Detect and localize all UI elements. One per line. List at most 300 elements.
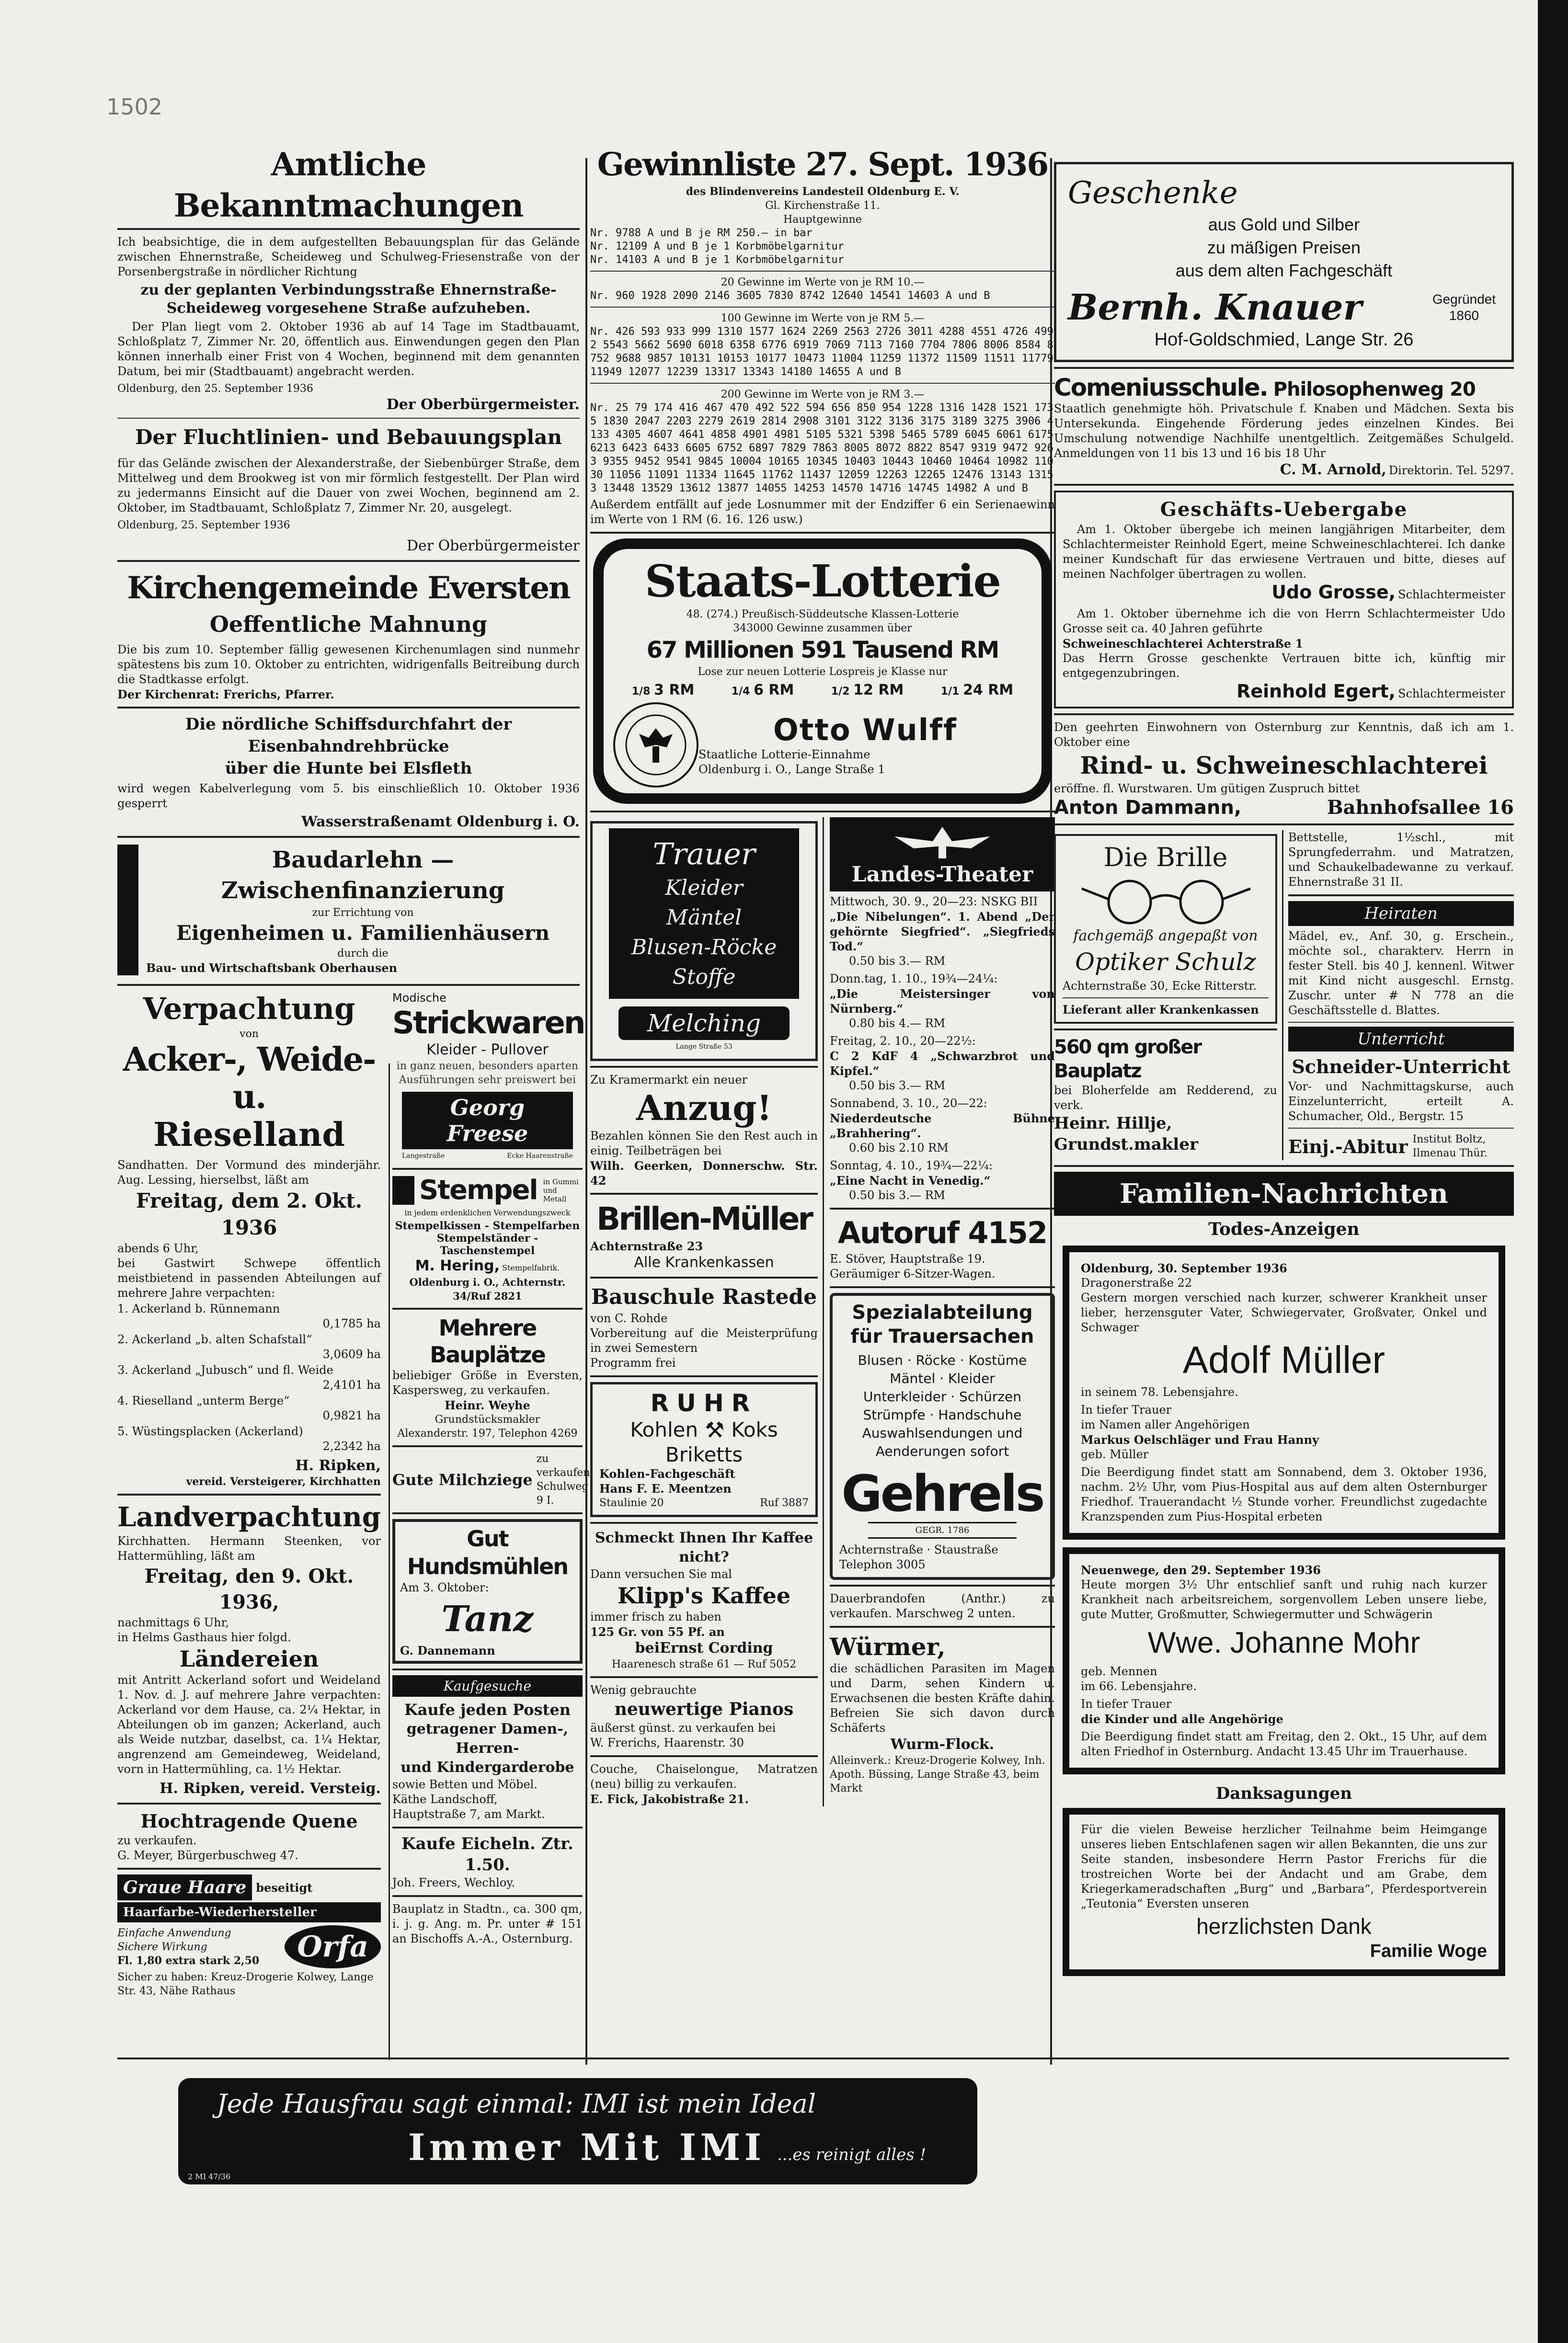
geschenke-name: Bernh. Knauer [1068,287,1362,328]
theater-row-date: Sonnabend, 3. 10., 20—22: [830,1097,987,1110]
autoruf-ad [830,1214,1055,1281]
ruhr-l2: Koks [731,1418,778,1441]
familien-nachrichten [1054,1172,1514,1774]
brille-title: Die Brille [1103,842,1228,872]
verpachtung-item-label: 1. Ackerland b. Rünnemann [117,1302,280,1315]
hundsmuhlen-who: G. Dannemann [400,1644,495,1657]
heiraten-header: Heiraten [1288,901,1514,926]
divider [117,1494,381,1496]
brille-name: Optiker Schulz [1075,948,1256,976]
divider [590,1277,818,1279]
gewinnliste-sub-1: des Blindenvereins Landesteil Oldenburg E. V. [686,185,960,198]
lotterie-price-fraction: 1/2 [831,686,854,697]
divider [590,1676,818,1678]
kaufgesuche-l3: und Kindergarderobe [401,1759,574,1776]
divider [590,1193,818,1195]
divider [1054,1165,1514,1167]
bauschule-who: von C. Rohde [590,1312,668,1325]
divider [1063,997,1269,998]
danksagung-big: herzlichsten Dank [1196,1914,1372,1939]
divider [392,1308,583,1310]
geschaefts-firm: Schweineschlachterei Achterstraße 1 [1063,637,1304,651]
theater-row-play: Niederdeutsche Bühne „Brahhering“. [830,1111,1055,1140]
landes-theater-ad [830,817,1055,1203]
verpachtung-time: abends 6 Uhr, [117,1242,199,1255]
strick-title: Strickwaren [392,1006,584,1041]
theater-header [830,817,1055,891]
divider [392,1895,583,1897]
verpachtung-item-label: 5. Wüstingsplacken (Ackerland) [117,1425,303,1438]
verpachtung-l2: Rieselland [153,1116,345,1154]
gewinnliste-sub-2: Gl. Kirchenstraße 11. [765,200,880,212]
bauplatze-addr: Alexanderstr. 197, Telephon 4269 [397,1428,578,1440]
geschaefts-p1: Am 1. Oktober übergebe ich meinen langjährigen Mitarbeiter, dem Schlachtermeister Reinhold Egert, meine Schweineschlachterei. Ich danke meiner Kundschaft für das erwiesene Vertrauen und bitte, dieses auf meinen Nachfolger übertragen zu wollen. [1063,523,1505,581]
autoruf-title: Autoruf 4152 [837,1215,1047,1250]
strick-loc-1: Langestraße [401,1152,445,1160]
verpachtung-intro: Sandhatten. Der Vormund des minderjähr. Aug. Lessing, hierselbst, läßt am [117,1158,381,1187]
verpachtung [117,991,381,1489]
strick-pre: Modische [392,991,446,1005]
trauer-item: Mäntel [666,905,742,930]
stempel-addr: Oldenburg i. O., Achternstr. 34/Ruf 2821 [409,1276,566,1302]
pianos-text: äußerst günst. zu verkaufen bei [590,1721,776,1735]
fluchtlinien-heading: Der Fluchtlinien- und Bebauungsplan [135,425,562,449]
ruhr-l3: Briketts [665,1443,743,1466]
eicheln-who: Joh. Freers, Wechloy. [392,1876,515,1889]
pianos-ad [590,1683,818,1750]
trauer-item: Stoffe [672,965,736,989]
baudarlehn-ad [117,845,580,975]
stempel-firm: M. Hering, [415,1257,500,1274]
gewinnliste-g5: 100 Gewinne im Werte von je RM 5.— [721,312,925,324]
comenius-who: C. M. Arnold, [1280,461,1386,478]
verpachtung-item [117,1363,381,1393]
strick-brand: Georg Freese [402,1092,573,1149]
lotterie-title: Staats-Lotterie [644,555,1001,607]
fluchtlinien-date: Oldenburg, 25. September 1936 [117,519,290,531]
stempel-mark [392,1176,414,1205]
schiff-heading-1: Die nördliche Schiffsdurchfahrt der Eisenbahndrehbrücke [185,715,512,756]
danksagungen-header: Danksagungen [1215,1784,1352,1803]
mueller-family-2: geb. Müller [1081,1448,1149,1461]
glasses-icon [1063,874,1269,927]
mueller-addr: Dragonerstraße 22 [1081,1276,1192,1290]
divider [392,1669,583,1670]
bauschule-sub: Programm frei [590,1356,676,1370]
verpachtung-item [117,1424,381,1454]
divider [1054,713,1514,715]
rind-title: Rind- u. Schweineschlachterei [1080,751,1488,779]
trauer-item: Kleider [665,876,743,900]
divider [1288,1128,1514,1129]
geschaefts-p3: Das Herrn Grosse geschenkte Vertrauen bitte ich, künftig mir entgegenzubringen. [1063,651,1505,680]
brillen-mueller-ad [590,1200,818,1272]
bauplatze-ad [392,1314,583,1440]
abitur-text: Institut Boltz, Ilmenau Thür. [1412,1133,1488,1159]
kaufgesuche-l2: getragener Damen-, Herren- [406,1721,569,1757]
divider [392,1445,583,1447]
imi-l1: Jede Hausfrau sagt einmal: IMI ist mein Ideal [217,2089,816,2119]
baudarlehn-l3: durch die [337,948,389,960]
milchziege-text: zu verkaufen Schulweg 9 I. [536,1453,590,1507]
land-signer: H. Ripken, vereid. Versteig. [160,1780,381,1797]
lotterie-price-value: 12 RM [853,682,904,698]
landverpachtung [117,1500,381,1798]
divider [117,707,580,709]
geschenke-l3: aus dem alten Fachgeschäft [1175,261,1393,280]
rind-text: eröffne. fl. Wurstwaren. Um gütigen Zuspruch bittet [1054,782,1360,795]
verpachtung-text: bei Gastwirt Schwepe öffentlich meistbietend in passenden Abteilungen auf mehrere Jahre verpachten: [117,1257,381,1300]
gehrels-brand: Gehrels [841,1464,1043,1523]
kirche-signer: Der Kirchenrat: Frerichs, Pfarrer. [117,687,334,701]
left-subcolumn-a [117,991,387,1998]
geschaefts-sig-1b: Schlachtermeister [1398,588,1505,601]
divider [117,418,580,419]
divider [590,383,1055,384]
verpachtung-date: Freitag, dem 2. Okt. 1936 [136,1189,363,1239]
lotterie-price-value: 6 RM [754,682,794,698]
trauer-item: Blusen-Röcke [631,935,777,960]
land-place: in Helms Gasthaus hier folgd. [117,1631,291,1644]
geschenke-title: Geschenke [1068,175,1238,211]
theater-row-date: Sonntag, 4. 10., 19¾—22¼: [830,1159,993,1172]
orfa-price: Fl. 1,80 extra stark 2,50 [117,1954,260,1967]
kaffee-title: Schmeckt Ihnen Ihr Kaffee nicht? [595,1530,813,1566]
imi-code: 2 MI 47/36 [188,2172,231,2181]
land-time: nachmittags 6 Uhr, [117,1616,229,1629]
theater-row-play: „Die Meistersinger von Nürnberg.“ [830,987,1055,1016]
gehrels-title-1: Spezialabteilung [852,1302,1033,1324]
verpachtung-item-label: 3. Ackerland „Jubusch“ und fl. Weide [117,1363,333,1377]
divider [1054,823,1514,825]
kaffee-addr: Haarenesch straße 61 — Ruf 5052 [611,1658,797,1670]
gehrels-item: Blusen · Röcke · Kostüme [858,1352,1027,1368]
divider [830,1286,1055,1288]
schiff-heading-2: über die Hunte bei Elsfleth [225,759,472,778]
geschaefts-sig-2b: Schlachtermeister [1398,687,1505,700]
mueller-text: Gestern morgen verschied nach kurzer, schwerer Krankheit unser lieber, herzensguter Vater, Schwiegervater, Großvater, Onkel und Schwager [1081,1291,1487,1334]
gewinnliste-footer: Außerdem entfällt auf jede Losnummer mit der Endziffer 6 ein Serienaewinn im Werte von 1 RM (6. 16. 126 usw.) [590,498,1055,526]
bauplatz-small-ad: Bauplatz in Stadtn., ca. 300 qm, i. j. g. Ang. m. Pr. unter # 151 an Bischoffs A.-A., Osternburg. [392,1902,583,1945]
lotterie-sub: 48. (274.) Preußisch-Süddeutsche Klassen-Lotterie [686,608,959,620]
amtliche-text-bold: zu der geplanten Verbindungsstraße Ehnernstraße-Scheideweg vorgesehene Straße aufzuheben. [140,282,557,317]
anzug-title: Anzug! [636,1087,772,1128]
gehrels-tel: Telephon 3005 [839,1558,926,1571]
amtliche-text-1: Ich beabsichtige, die in dem aufgestellten Bebauungsplan für das Gelände zwischen Ehnernstraße, Scheideweg und Schulweg-Friesenstraße von der Porsenbergstraße in nördlicher Richtung [117,235,580,278]
bauplatze-firm: Heinr. Weyhe [445,1398,530,1412]
kirche-text: Die bis zum 10. September fällig gewesenen Kirchenumlagen sind nunmehr spätestens bis zum 10. Oktober zu entrichten, widrigenfalls Beitreibung durch die Stadtkasse erfolgt. [117,643,580,686]
ruhr-l1: Kohlen [630,1418,698,1441]
kaffee-brand: Klipp's Kaffee [617,1583,791,1609]
verpachtung-item-label: 2. Ackerland „b. alten Schafstall“ [117,1333,312,1346]
lotterie-price [632,682,695,698]
brillen-title: Brillen-Müller [596,1200,812,1237]
verpachtung-item-area: 2,4101 ha [322,1378,381,1392]
divider [392,1512,583,1514]
verpachtung-signer: H. Ripken, [295,1457,381,1474]
stempel-items: Stempelkissen - Stempelfarben Stempelständer - Taschenstempel [395,1220,580,1257]
ruhr-title: RUHR [650,1389,758,1417]
land-sub: Ländereien [179,1646,319,1672]
amtliche-heading: Amtliche Bekanntmachungen [173,146,524,224]
stempel-firm-2: Stempelfabrik. [502,1263,560,1272]
brille-l1: fachgemäß angepaßt von [1073,927,1258,944]
column-left [117,144,590,2060]
orfa-l1b: beseitigt [256,1880,313,1895]
todes-anzeigen: Todes-Anzeigen [1208,1219,1360,1239]
amtliche-signer: Der Oberbürgermeister. [386,396,580,413]
theater-row-price: 0.50 bis 3.— RM [849,1189,946,1202]
heiraten [1288,901,1514,1018]
theater-row-date: Mittwoch, 30. 9., 20—23: NSKG BII [830,895,1038,908]
wurmer-title: Würmer, [830,1633,946,1661]
theater-row-date: Freitag, 2. 10., 20—22½: [830,1034,976,1048]
geschaefts-uebergabe [1054,491,1514,709]
divider [117,2057,1509,2059]
lotterie-addr: Oldenburg i. O., Lange Straße 1 [698,763,885,776]
bauplatz560-title: 560 qm großer Bauplatz [1054,1036,1202,1082]
mueller-name: Adolf Müller [1182,1338,1385,1381]
left-subcolumn-b [387,991,590,1998]
lotterie-price-value: 3 RM [654,682,695,698]
mohr-place: Neuenwege, den 29. September 1936 [1081,1563,1321,1577]
divider [590,532,1055,534]
stempel-ad [392,1175,583,1303]
gehrels-item: Unterkleider · Schürzen [863,1389,1021,1405]
strick-sub: Kleider - Pullover [426,1041,549,1058]
kaffee-firm: beiErnst Cording [635,1640,773,1657]
amtliche-text-2: Der Plan liegt vom 2. Oktober 1936 ab auf 14 Tage im Stadtbauamt, Schloßplatz 7, Zimmer Nr. 20, öffentlich aus. Einwendungen gegen den Plan können innerhalb einer Frist von 4 Wochen, beginnend mit dem genannten Datum, bei mir (Stadtbauamt) angebracht werden. [117,320,580,378]
divider [590,811,1055,812]
imi-l3: ...es reinigt alles ! [777,2145,927,2164]
quene-title: Hochtragende Quene [140,1810,358,1832]
mohr-family: die Kinder und alle Angehörige [1081,1712,1283,1726]
verpachtung-item-area: 0,9821 ha [322,1409,381,1422]
bauplatz560-text: bei Bloherfelde am Redderend, zu verk. [1054,1084,1277,1112]
orfa-brand: Orfa [285,1925,381,1968]
bauplatze-title: Mehrere Bauplätze [430,1315,545,1368]
baudarlehn-l4: Bau- und Wirtschaftsbank Oberhausen [146,961,398,975]
geschaefts-sig-1: Udo Grosse, [1271,582,1396,603]
kaffee-l3: bei [635,1640,660,1657]
amtliche-bekanntmachungen [117,144,580,414]
rind-pre: Den geehrten Einwohnern von Osternburg zur Kenntnis, daß ich am 1. Oktober eine [1054,720,1514,749]
geschenke-gegr: Gegründet 1860 [1432,292,1496,323]
mueller-place: Oldenburg, 30. September 1936 [1081,1261,1287,1275]
danksagung-text: Für die vielen Beweise herzlicher Teilnahme beim Heimgange unseres lieben Entschlafenen sagen wir allen Bekannten, die uns zur Seite standen, insbesondere Herrn Pastor Frerichs für die trostreichen Worte bei der Andacht und am Grabe, dem Kriegerkameradschaften „Burg“ und „Barbara“, Pferdesportverein „Teutonia“ Eversten unseren [1081,1823,1487,1910]
geschenke-ad [1054,162,1514,362]
divider [590,1066,818,1068]
hundsmuhlen-ad [392,1519,583,1664]
kirche-heading: Kirchengemeinde Eversten [127,570,570,606]
rind-addr: Bahnhofsallee 16 [1327,796,1514,819]
geschenke-l1: aus Gold und Silber [1208,215,1360,234]
amtliche-date: Oldenburg, den 25. September 1936 [117,383,313,395]
gehrels-title-2: für Trauersachen [850,1326,1034,1348]
theater-row [830,1034,1055,1093]
eicheln-ad [392,1833,583,1890]
geschaefts-sig-2: Reinhold Egert, [1236,681,1396,702]
gewinnliste-g10: 20 Gewinne im Werte von je RM 10.— [721,276,925,288]
orfa-shop: Sicher zu haben: Kreuz-Drogerie Kolwey, Lange Str. 43, Nähe Rathaus [117,1971,374,1997]
gewinnliste-haupt: Hauptgewinne [783,214,862,226]
unterricht-text: Vor- und Nachmittagskurse, auch Einzelunterricht, erteilt A. Schumacher, Old., Bergstr. 15 [1288,1080,1514,1123]
lotterie-price-fraction: 1/1 [940,686,963,697]
wurmer-text: die schädlichen Parasiten im Magen und Darm, sehen Kindern u. Erwachsenen die besten Kräfte dahin. Befreien Sie sich davon durch Schäferts [830,1662,1055,1735]
bauplatz-560-ad [1054,1035,1277,1155]
unterricht-title: Schneider-Unterricht [1292,1056,1511,1077]
mohr-burial: Die Beerdigung findet statt am Freitag, den 2. Okt., 15 Uhr, auf dem alten Friedhof in Osternburg. Andacht 13.45 Uhr im Trauerhause. [1081,1730,1487,1758]
divider [830,1585,1055,1587]
baudarlehn-l1: zur Errichtung von [312,907,414,919]
divider [117,1868,381,1870]
trauer-brand: Melching [618,1006,790,1040]
kaffee-price: 125 Gr. von 55 Pf. an [590,1625,725,1639]
schiff-signer: Wasserstraßenamt Oldenburg i. O. [301,813,580,830]
land-date: Freitag, den 9. Okt. 1936, [144,1565,354,1613]
anzug-ad [590,1073,818,1188]
brille-sub: Lieferant aller Krankenkassen [1063,1003,1259,1017]
wurmer-shop: Alleinverk.: Kreuz-Drogerie Kolwey, Inh. Apoth. Büssing, Lange Straße 43, beim Markt [830,1755,1045,1794]
comenius-ad [1054,374,1514,479]
verpachtung-l1: Acker-, Weide- u. [123,1040,376,1116]
gewinnliste-title: Gewinnliste 27. Sept. 1936 [597,146,1048,183]
verpachtung-item-area: 3,0609 ha [322,1348,381,1361]
strick-text: in ganz neuen, besonders aparten Ausführungen sehr preiswert bei [396,1060,579,1086]
gehrels-gegr: GEGR. 1786 [868,1522,1017,1539]
brille-addr: Achternstraße 30, Ecke Ritterstr. [1063,979,1257,993]
land-intro: Kirchhatten. Hermann Steenken, vor Hattermühling, läßt am [117,1534,381,1563]
lotterie-price-value: 24 RM [963,682,1014,698]
orfa-l1: Graue Haare [117,1874,252,1900]
mohr-born: geb. Mennen [1081,1665,1157,1678]
lotterie-price [732,682,794,698]
schiffsdurchfahrt [117,713,580,831]
lotterie-lose: Lose zur neuen Lotterie Lospreis je Klasse nur [698,666,948,678]
gehrels-addr: Achternstraße · Staustraße [839,1543,998,1556]
geschenke-l2: zu mäßigen Preisen [1207,238,1361,257]
stempel-title: Stempel [419,1175,538,1206]
abitur-ad [1288,1132,1514,1160]
theater-row [830,1096,1055,1155]
theater-row [830,1158,1055,1203]
verpachtung-item-label: 4. Rieselland „unterm Berge“ [117,1394,290,1407]
stempel-side: in Gummi und Metall [543,1177,579,1203]
lotterie-name: Otto Wulff [773,712,957,747]
gehrels-ad [830,1293,1055,1580]
column-middle [590,144,1055,2060]
mueller-family: Markus Oelschläger und Frau Hanny [1081,1433,1319,1447]
mueller-trauer-2: im Namen aller Angehörigen [1081,1418,1250,1431]
optiker-schulz-ad [1054,834,1277,1024]
verpachtung-item-area: 0,1785 ha [322,1317,381,1330]
quene-ad [117,1809,381,1863]
kirchengemeinde [117,567,580,702]
divider [117,1803,381,1805]
verpachtung-item-area: 2,2342 ha [322,1440,381,1453]
gewinnliste-g5-list: Nr. 426 593 933 999 1310 1577 1624 2269 2563 2726 3011 4288 4551 4726 4992 5543 5662 5690 6018 6358 6776 6919 7069 7113 7160 7704 7806 8006 8584 8752 9688 9857 10131 10153 10177 10473 11004 11259 11372 11509 11511 11779 11949 12077 12239 13317 13343 14180 14655 A und B [590,326,1053,378]
lotterie-price-fraction: 1/8 [631,686,654,697]
lotterie-seal-icon [613,702,698,788]
theater-title: Landes-Theater [851,862,1033,887]
trauer-melching-ad [590,821,818,1061]
pianos-pre: Wenig gebrauchte [590,1683,697,1697]
death-notice-mohr [1063,1547,1505,1774]
unterricht [1288,1027,1514,1124]
heiraten-text: Mädel, ev., Anf. 30, g. Erschein., möchte sol., charakterv. Herrn in fester Stell. bis 40 J. kennenl. Witwer mit Kind nicht ausgeschl. Ernstg. Zuschr. unter # N 778 an die Geschäftsstelle d. Blattes. [1288,929,1514,1017]
hundsmuhlen-sub: Am 3. Oktober: [400,1581,489,1594]
strick-loc-2: Ecke Haarenstraße [507,1152,573,1160]
trauer-item-list [614,873,794,992]
right-subcolumn-a [1054,830,1283,1160]
bettstelle-ad: Bettstelle, 1½schl., mit Sprungfederrahm. und Matratzen, und Schaukelbadewanne zu verkauf. Ehnernstraße 31 II. [1288,831,1514,889]
page-edge-shadow [1538,0,1568,2343]
baudarlehn-l2: Eigenheimen u. Familienhäusern [176,921,550,945]
bauschule-title: Bauschule Rastede [591,1285,817,1309]
danksagungen [1054,1782,1514,1976]
land-title: Landverpachtung [117,1501,381,1533]
divider [1288,894,1514,896]
fluchtlinien-signer: Der Oberbürgermeister [406,537,580,554]
bauplatz560-who: Heinr. Hillje, Grundst.makler [1054,1114,1198,1154]
lotterie-price-fraction: 1/4 [731,686,754,697]
eicheln-title: Kaufe Eicheln. Ztr. 1.50. [401,1834,573,1874]
milchziege-ad [392,1452,590,1508]
kaufgesuche-l1: Kaufe jeden Posten [404,1701,571,1719]
baudarlehn-black-bar [117,845,138,975]
gewinnliste [590,144,1055,527]
verpachtung-item [117,1302,381,1331]
unterricht-header: Unterricht [1288,1027,1514,1051]
orfa-l2: Haarfarbe-Wiederhersteller [117,1902,381,1922]
comenius-text: Staatlich genehmigte höh. Privatschule f. Knaben und Mädchen. Sexta bis Untersekunda. Eingehende Förderung jedes einzelnen Kindes. Bei Umschulung notwendige Nachhilfe unentgeltlich. Zeitgemäßes Schulgeld. Anmeldungen von 11 bis 13 und 16 bis 18 Uhr [1054,402,1514,460]
abitur-title: Einj.-Abitur [1288,1135,1408,1157]
wurmer-brand: Wurm-Flock. [890,1736,995,1753]
kaufgesuche-header: Kaufgesuche [392,1675,583,1697]
divider [830,1626,1055,1628]
mohr-age: im 66. Lebensjahre. [1081,1680,1197,1693]
verpachtung-item [117,1394,381,1423]
lotterie-count: 343000 Gewinne zusammen über [733,622,912,634]
brillen-addr: Achternstraße 23 [590,1239,703,1253]
kaufgesuche-addr: Hauptstraße 7, am Markt. [392,1807,545,1821]
orfa-l4: Sichere Wirkung [117,1941,207,1953]
gewinnliste-hg-3: Nr. 14103 A und B je 1 Korbmöbelgarnitur [590,254,844,266]
verpachtung-signer-2: vereid. Versteigerer, Kirchhatten [186,1475,381,1488]
lotterie-price [831,682,904,698]
trauer-brand-sub: Lange Straße 53 [675,1043,732,1051]
autoruf-l1: E. Stöver, Hauptstraße 19. [830,1252,985,1266]
fluchtlinien-text: für das Gelände zwischen der Alexanderstraße, der Siebenbürger Straße, dem Mittelweg und dem Brookweg ist von mir förmlich festgestellt. Der Plan wird zu jedermanns Einsicht auf die Dauer von zwei Wochen, beginnend am 2. Oktober, im Stadtbauamt, Schloßplatz 7, Zimmer Nr. 20, ausgelegt. [117,457,580,514]
mueller-burial: Die Beerdigung findet statt am Sonnabend, dem 3. Oktober 1936, nachm. 2½ Uhr, vom Pius-Hospital aus auf dem alten Osternburger Friedhof. Trauerandacht ½ Stunde vorher. Freundlichst zugedachte Kranzspenden zum Pius-Hospital erbeten [1081,1465,1487,1523]
rind-who: Anton Dammann, [1054,797,1242,819]
theater-row [830,971,1055,1031]
geschenke-addr: Hof-Goldschmied, Lange Str. 26 [1154,330,1414,350]
imi-l2: Immer Mit IMI [408,2126,766,2169]
danksagung-who: Familie Woge [1370,1941,1487,1961]
brillen-sub: Alle Krankenkassen [634,1254,774,1271]
column-right [1054,158,1514,2065]
theater-row-play: „Eine Nacht in Venedig.“ [830,1174,991,1188]
kaffee-l1: Dann versuchen Sie mal [590,1567,732,1581]
divider [590,1375,818,1377]
geschaefts-title: Geschäfts-Uebergabe [1160,498,1408,521]
lotterie-price [941,682,1013,698]
gehrels-item-list [839,1351,1045,1461]
trauer-title: Trauer [652,836,755,871]
pianos-who: W. Frerichs, Haarenstr. 30 [590,1736,744,1749]
hammer-pick-icon: ⚒ [705,1417,725,1443]
